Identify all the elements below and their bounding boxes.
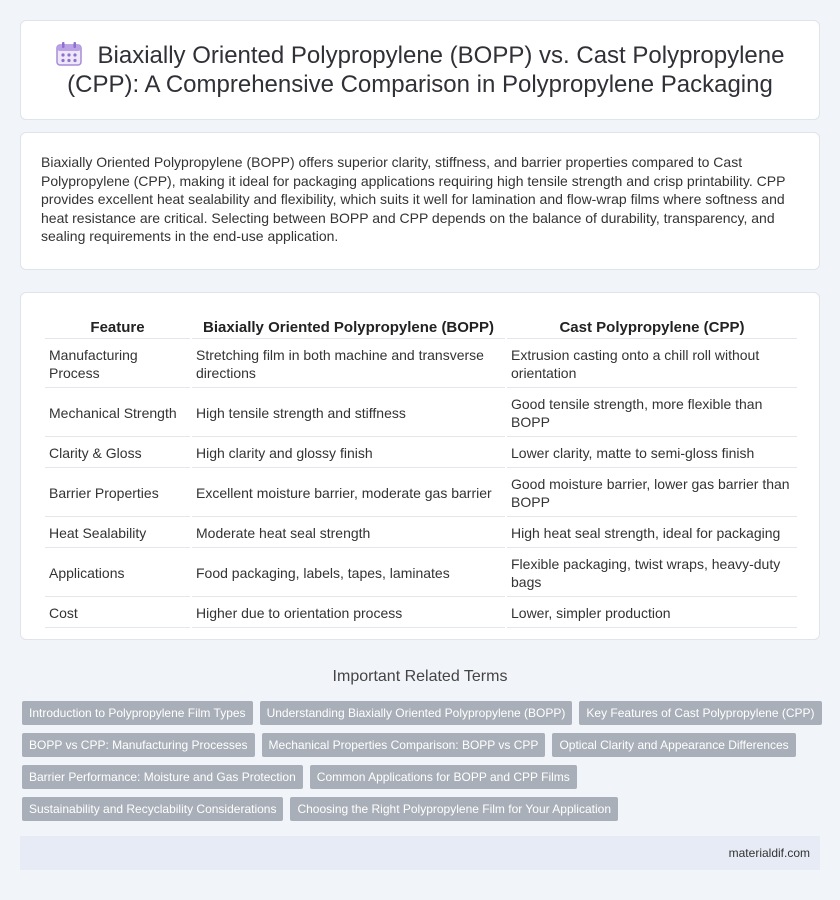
bopp-cell: Excellent moisture barrier, moderate gas barrier — [192, 470, 505, 517]
feature-cell: Manufacturing Process — [45, 341, 190, 388]
related-term-link[interactable]: Key Features of Cast Polypropylene (CPP) — [579, 701, 821, 725]
comparison-table-card — [20, 292, 820, 640]
table-row — [45, 439, 797, 468]
table-row — [45, 599, 797, 628]
related-term-link[interactable]: Introduction to Polypropylene Film Types — [22, 701, 253, 725]
column-header-bopp: Biaxially Oriented Polypropylene (BOPP) — [192, 315, 505, 339]
table-row — [45, 390, 797, 437]
cpp-cell: Good moisture barrier, lower gas barrier than BOPP — [507, 470, 797, 517]
bopp-cell: Stretching film in both machine and transverse directions — [192, 341, 505, 388]
page-title — [40, 41, 800, 99]
cpp-cell: Flexible packaging, twist wraps, heavy-duty bags — [507, 550, 797, 597]
related-term-link[interactable]: Common Applications for BOPP and CPP Films — [310, 765, 577, 789]
related-term-link[interactable]: Mechanical Properties Comparison: BOPP vs CPP — [262, 733, 546, 757]
feature-cell: Heat Sealability — [45, 519, 190, 548]
related-terms-heading: Important Related Terms — [332, 668, 508, 685]
feature-cell: Applications — [45, 550, 190, 597]
column-header-feature: Feature — [45, 315, 190, 339]
feature-cell: Mechanical Strength — [45, 390, 190, 437]
cpp-cell: High heat seal strength, ideal for packaging — [507, 519, 797, 548]
intro-card — [20, 132, 820, 270]
bopp-cell: High clarity and glossy finish — [192, 439, 505, 468]
title-card — [20, 20, 820, 120]
table-row — [45, 519, 797, 548]
related-term-link[interactable]: BOPP vs CPP: Manufacturing Processes — [22, 733, 255, 757]
cpp-cell: Lower clarity, matte to semi-gloss finish — [507, 439, 797, 468]
bopp-cell: Higher due to orientation process — [192, 599, 505, 628]
bopp-cell: Food packaging, labels, tapes, laminates — [192, 550, 505, 597]
table-row — [45, 470, 797, 517]
footer-site-link[interactable]: materialdif.com — [728, 846, 810, 860]
table-header-row — [45, 315, 797, 339]
cpp-cell: Good tensile strength, more flexible than BOPP — [507, 390, 797, 437]
bopp-cell: Moderate heat seal strength — [192, 519, 505, 548]
comparison-table — [43, 313, 799, 630]
related-term-link[interactable]: Optical Clarity and Appearance Differences — [552, 733, 795, 757]
intro-paragraph: Biaxially Oriented Polypropylene (BOPP) offers superior clarity, stiffness, and barrier properties compared to Cast Polypropylene (CPP), making it ideal for packaging applications requiring high tensile strength and crisp printability. CPP provides excellent heat sealability and flexibility, which suits it well for lamination and flow-wrap films where softness and heat resistance are critical. Selecting between BOPP and CPP depends on the balance of durability, transparency, and sealing requirements in the end-use application. — [41, 154, 786, 244]
table-row — [45, 341, 797, 388]
feature-cell: Cost — [45, 599, 190, 628]
related-term-link[interactable]: Barrier Performance: Moisture and Gas Protection — [22, 765, 303, 789]
footer — [20, 836, 820, 870]
table-row — [45, 550, 797, 597]
cpp-cell: Extrusion casting onto a chill roll without orientation — [507, 341, 797, 388]
page-title-text: Biaxially Oriented Polypropylene (BOPP) vs. Cast Polypropylene (CPP): A Comprehensive Comparison in Polypropylene Packaging — [67, 42, 785, 98]
related-term-link[interactable]: Understanding Biaxially Oriented Polypropylene (BOPP) — [260, 701, 573, 725]
feature-cell: Barrier Properties — [45, 470, 190, 517]
column-header-cpp: Cast Polypropylene (CPP) — [507, 315, 797, 339]
calendar-icon — [56, 42, 82, 66]
related-term-link[interactable]: Choosing the Right Polypropylene Film for Your Application — [290, 797, 618, 821]
cpp-cell: Lower, simpler production — [507, 599, 797, 628]
bopp-cell: High tensile strength and stiffness — [192, 390, 505, 437]
feature-cell: Clarity & Gloss — [45, 439, 190, 468]
related-terms-list — [22, 701, 822, 829]
related-term-link[interactable]: Sustainability and Recyclability Considerations — [22, 797, 283, 821]
